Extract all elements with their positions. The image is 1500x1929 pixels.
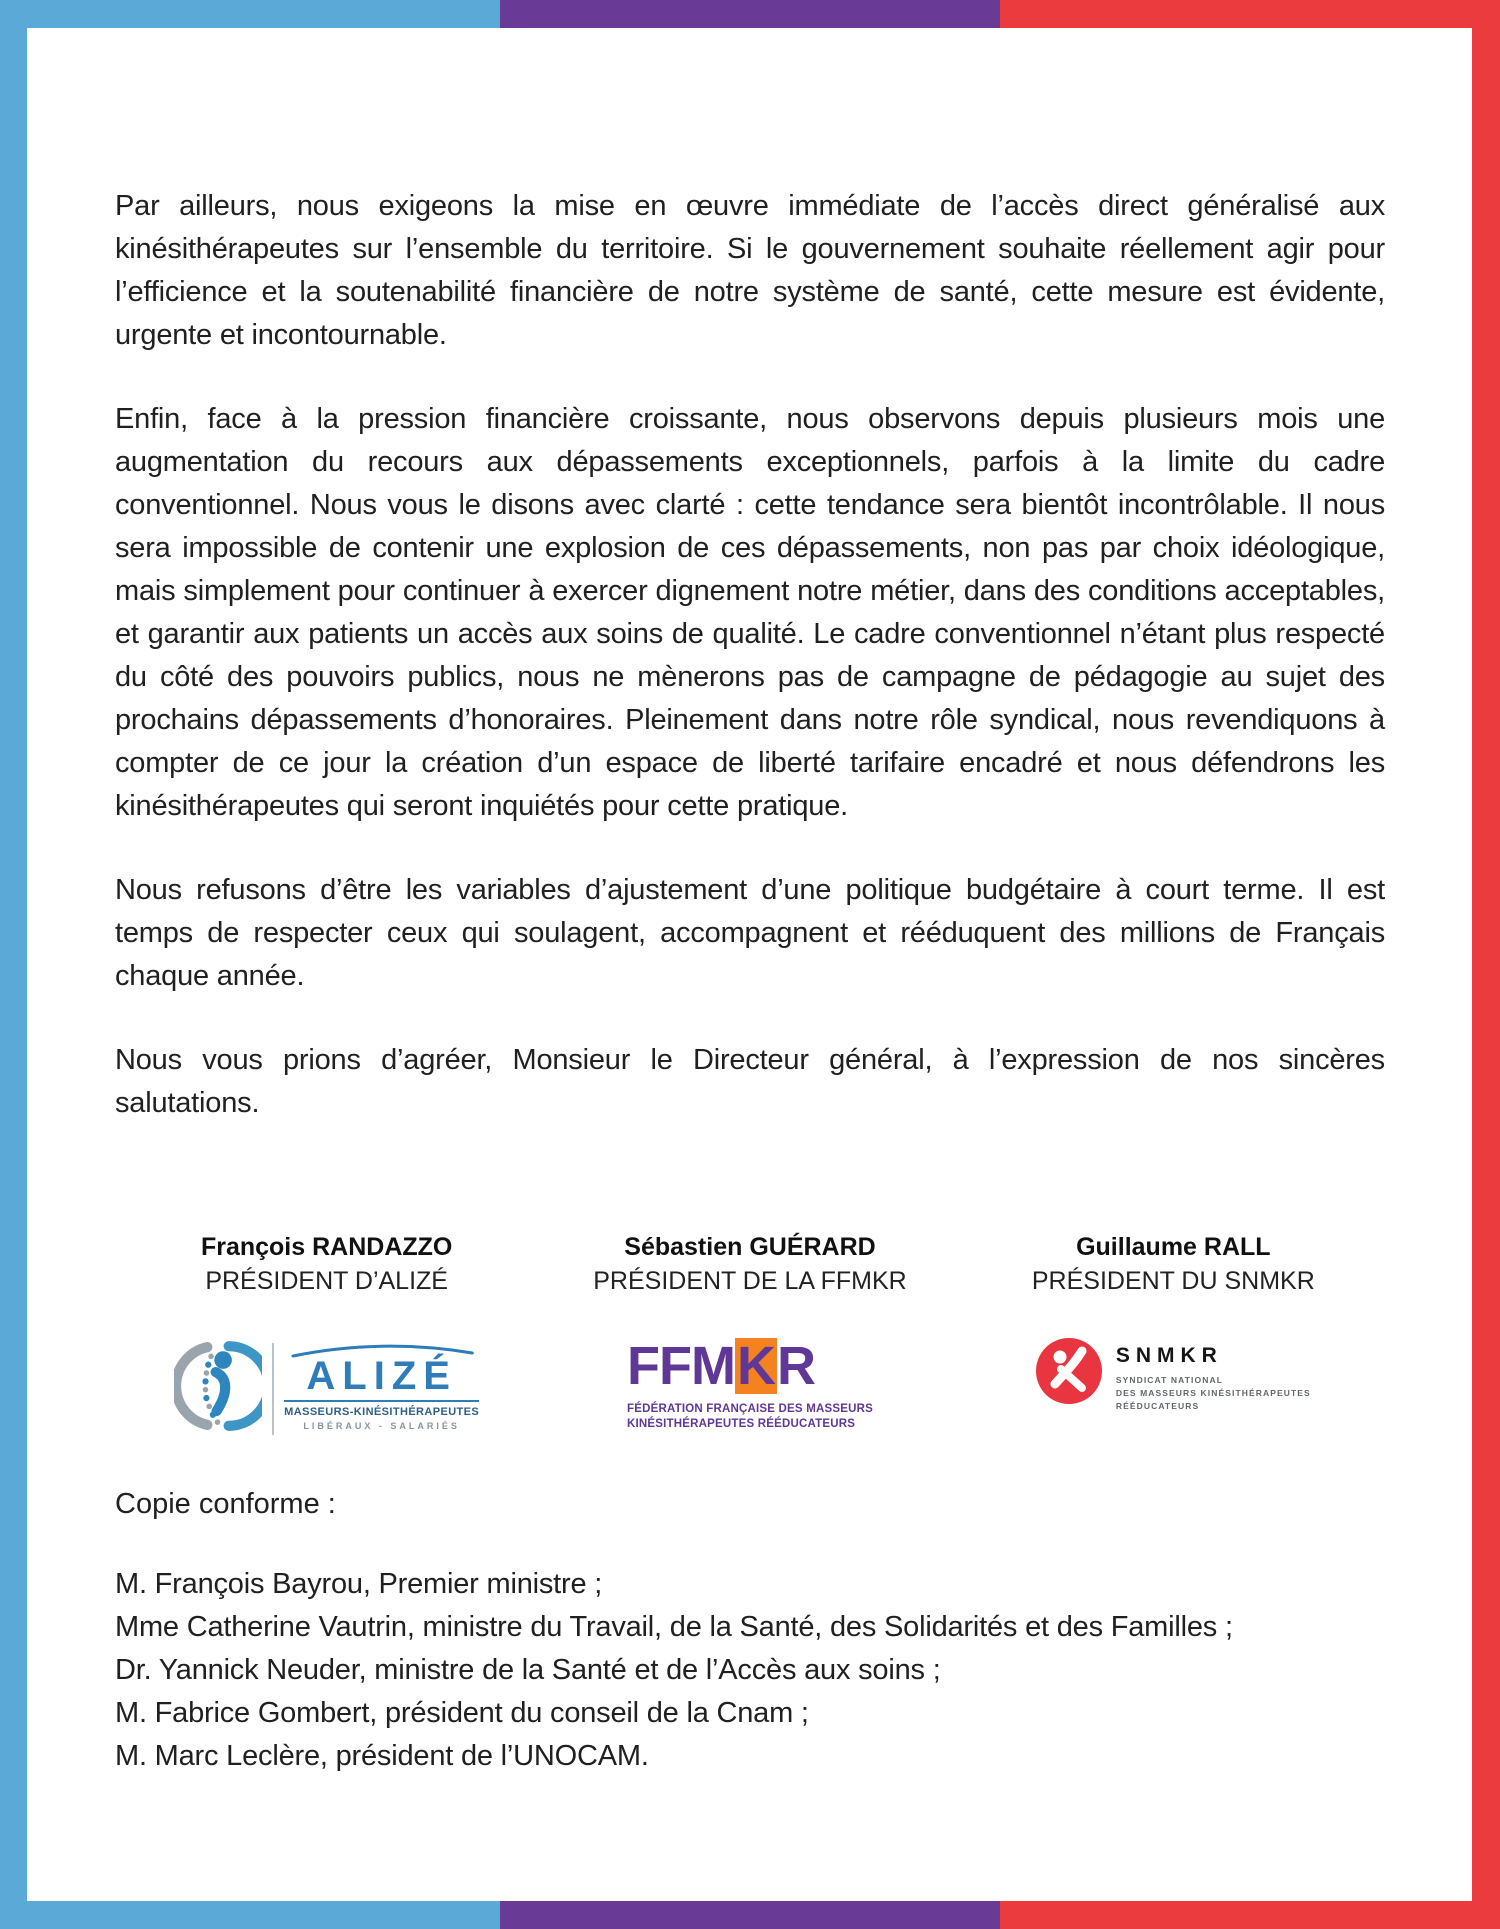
page-bar-bottom (0, 1901, 1500, 1929)
letter-body (115, 185, 1385, 1166)
signature-alize (115, 1232, 538, 1439)
paragraph-salutations: Nous vous prions d’agréer, Monsieur le Directeur général, à l’expression de nos sincères salutations. (115, 1044, 1385, 1119)
bar-bottom-segment-purple (500, 1901, 1000, 1929)
ffmkr-tagline-line2: KINÉSITHÉRAPEUTES RÉÉDUCATEURS (626, 1418, 856, 1430)
alize-swoosh-icon (284, 1344, 479, 1358)
paragraph-refus: Nous refusons d’être les variables d’ajustement d’une politique budgétaire à court terme. Il est temps de respecter ceux qui soulagent, accompagnent et rééduquent des millions de Français chaque année. (115, 874, 1385, 992)
bar-top-segment-purple (500, 0, 1000, 28)
signature-snmkr (962, 1232, 1385, 1439)
bar-top-segment-red (1000, 0, 1500, 28)
snmkr-tagline (1116, 1374, 1311, 1413)
cc-recipient-vautrin: Mme Catherine Vautrin, ministre du Travail, de la Santé, des Solidarités et des Familles ; (115, 1611, 1233, 1643)
ffmkr-logo (538, 1338, 961, 1432)
cc-recipient-bayrou: M. François Bayrou, Premier ministre ; (115, 1568, 603, 1600)
cc-recipient-gombert: M. Fabrice Gombert, président du conseil de la Cnam ; (115, 1697, 809, 1729)
alize-logo (115, 1338, 538, 1439)
copy-conforme-section (115, 1483, 1385, 1778)
ffmkr-letter-k-highlight: K (736, 1336, 775, 1396)
signatory-name: Sébastien GUÉRARD (624, 1233, 876, 1261)
snmkr-runner-icon (1036, 1338, 1102, 1409)
snmkr-tagline-line2: DES MASSEURS KINÉSITHÉRAPEUTES (1115, 1388, 1311, 1398)
bar-bottom-segment-blue (0, 1901, 500, 1929)
ffmkr-letter-r: R (776, 1336, 815, 1396)
paragraph-depassements: Enfin, face à la pression financière croissante, nous observons depuis plusieurs mois une augmentation du recours aux dépassements exceptionnels, parfois à la limite du cadre conventionnel. Nous vous le disons avec clarté : cette tendance sera bientôt incontrôlable. Il nous sera impossible de contenir une explosion de ces dépassements, non pas par choix idéologique, mais simplement pour continuer à exercer dignement notre métier, dans des conditions acceptables, et garantir aux patients un accès aux soins de qualité. Le cadre conventionnel n’étant plus respecté du côté des pouvoirs publics, nous ne mènerons pas de campagne de pédagogie au sujet des prochains dépassements d’honoraires. Pleinement dans notre rôle syndical, nous revendiquons à compter de ce jour la création d’un espace de liberté tarifaire encadré et nous défendrons les kinésithérapeutes qui seront inquiétés pour cette pratique. (115, 403, 1385, 822)
copy-conforme-label: Copie conforme : (115, 1488, 336, 1520)
copy-conforme-list (115, 1563, 1385, 1778)
cc-recipient-leclere: M. Marc Leclère, président de l’UNOCAM. (115, 1740, 649, 1772)
alize-logo-text (284, 1346, 479, 1431)
signatory-title: PRÉSIDENT D’ALIZÉ (205, 1267, 448, 1295)
signatures-row (115, 1232, 1385, 1439)
snmkr-logo (962, 1338, 1385, 1413)
alize-wordmark: ALIZÉ (306, 1354, 457, 1398)
cc-recipient-neuder: Dr. Yannick Neuder, ministre de la Santé et de l’Accès aux soins ; (115, 1654, 941, 1686)
signatory-title: PRÉSIDENT DU SNMKR (1031, 1267, 1315, 1295)
alize-logo-divider (272, 1343, 274, 1435)
alize-subtitle: MASSEURS-KINÉSITHÉRAPEUTES (284, 1400, 479, 1418)
bar-top-segment-blue (0, 0, 500, 28)
alize-subtitle-2: LIBÉRAUX - SALARIÉS (303, 1421, 460, 1431)
ffmkr-tagline (627, 1402, 873, 1432)
snmkr-acronym: SNMKR (1115, 1344, 1223, 1367)
signature-ffmkr (538, 1232, 961, 1439)
page-bar-top (0, 0, 1500, 28)
paragraph-acces-direct: Par ailleurs, nous exigeons la mise en œuvre immédiate de l’accès direct généralisé aux kinésithérapeutes sur l’ensemble du territoire. Si le gouvernement souhaite réellement agir pour l’efficience et la soutenabilité financière de notre système de santé, cette mesure est évidente, urgente et incontournable. (115, 190, 1385, 351)
alize-figure-icon (174, 1338, 262, 1439)
ffmkr-tagline-line1: FÉDÉRATION FRANÇAISE DES MASSEURS (626, 1403, 873, 1415)
snmkr-logo-text (1116, 1338, 1311, 1413)
ffmkr-wordmark (627, 1338, 815, 1394)
page-border-right (1472, 0, 1500, 1929)
snmkr-tagline-line1: SYNDICAT NATIONAL (1115, 1375, 1223, 1385)
signatory-name: François RANDAZZO (200, 1233, 453, 1261)
bar-bottom-segment-red (1000, 1901, 1500, 1929)
snmkr-tagline-line3: RÉÉDUCATEURS (1115, 1401, 1200, 1411)
signatory-title: PRÉSIDENT DE LA FFMKR (593, 1267, 907, 1295)
ffmkr-letters-ffm: FFM (626, 1336, 735, 1396)
signatory-name: Guillaume RALL (1076, 1233, 1271, 1261)
page-border-left (0, 0, 27, 1929)
